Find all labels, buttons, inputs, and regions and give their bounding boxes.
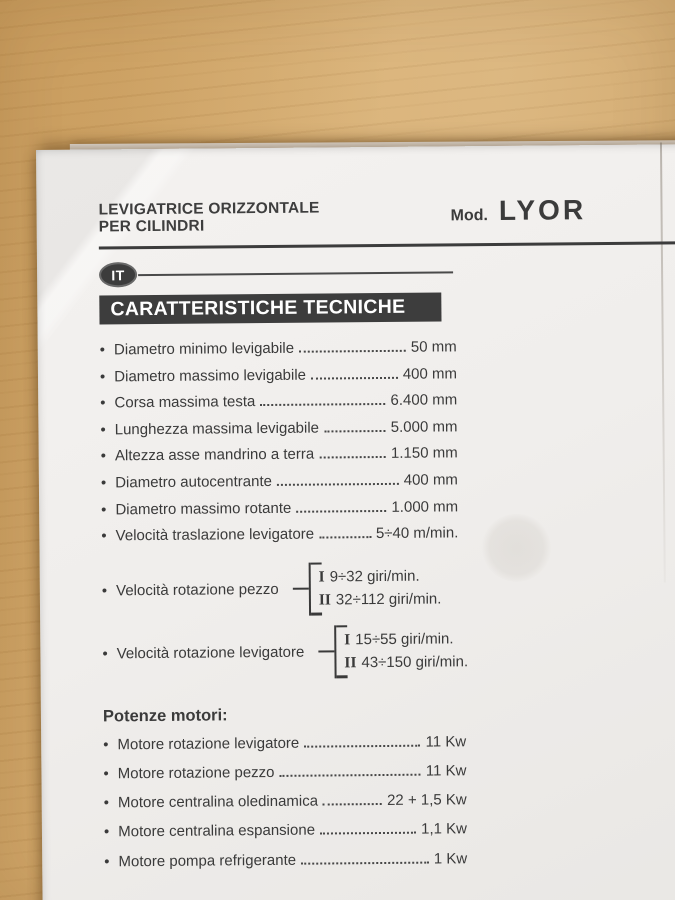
spec-label: Diametro massimo rotante: [115, 499, 292, 518]
motor-row: [104, 821, 467, 853]
model-block: [450, 194, 586, 227]
spec-label: Lunghezza massima levigabile: [114, 419, 320, 439]
dot-leader: [260, 403, 385, 406]
gear-range-row: [344, 650, 468, 675]
document-content: [98, 194, 670, 883]
gear-numeral: II: [344, 654, 357, 672]
bullet-icon: •: [101, 582, 108, 600]
bullet-icon: •: [104, 852, 110, 870]
motor-value: 1 Kw: [433, 849, 468, 868]
spec-row: [100, 392, 457, 422]
dot-leader: [319, 536, 371, 538]
motor-row: [104, 791, 467, 823]
speed-group-label: Velocità rotazione pezzo: [116, 580, 279, 600]
dot-leader: [304, 744, 420, 747]
language-divider-line: [138, 271, 453, 276]
bullet-icon: •: [103, 823, 110, 841]
dot-leader: [301, 861, 429, 864]
model-label: Mod.: [450, 207, 488, 225]
speed-group-pezzo: [102, 559, 668, 617]
bullet-icon: •: [102, 645, 108, 663]
model-name: LYOR: [498, 194, 587, 226]
spec-label: Velocità traslazione levigatore: [115, 525, 315, 545]
motor-row: [103, 733, 466, 765]
dot-leader: [323, 803, 382, 806]
spec-row: [100, 365, 457, 395]
bullet-icon: •: [99, 341, 106, 359]
range-bracket: [308, 561, 441, 615]
bullet-icon: •: [103, 794, 110, 812]
dot-leader: [320, 832, 416, 835]
gear-range-row: [344, 627, 468, 652]
spec-value: 5÷40 m/min.: [375, 524, 459, 543]
title-line-1: LEVIGATRICE ORIZZONTALE: [98, 199, 320, 219]
motor-row: [103, 762, 466, 794]
motor-list: [103, 733, 467, 882]
bullet-icon: •: [100, 421, 106, 439]
spec-value: 400 mm: [403, 471, 458, 489]
spec-value: 6.400 mm: [390, 391, 458, 410]
motor-value: 22 + 1,5 Kw: [386, 791, 467, 810]
spec-row: [101, 445, 458, 475]
spec-list: [100, 338, 459, 554]
bullet-icon: •: [100, 447, 107, 465]
document-header: [98, 194, 664, 236]
spec-label: Corsa massima testa: [114, 393, 256, 412]
language-badge: IT: [99, 262, 137, 287]
spec-label: Altezza asse mandrino a terra: [114, 445, 315, 465]
spec-label: Diametro autocentrante: [115, 472, 273, 492]
speed-group-label: Velocità rotazione levigatore: [116, 643, 305, 663]
spec-label: Diametro massimo levigabile: [114, 366, 307, 385]
speed-group-levigatore: [102, 622, 668, 680]
gear-range-row: [319, 588, 442, 613]
spec-row: [100, 338, 457, 368]
gear-numeral: I: [344, 631, 351, 649]
connector-dash: [318, 650, 334, 653]
motor-label: Motore centralina espansione: [118, 821, 316, 841]
bullet-icon: •: [101, 500, 107, 519]
bullet-icon: •: [103, 765, 109, 783]
motor-label: Motore centralina oledinamica: [117, 792, 319, 812]
motor-value: 11 Kw: [425, 762, 467, 780]
motor-label: Motore rotazione levigatore: [117, 734, 300, 754]
bullet-icon: •: [103, 736, 109, 754]
motor-label: Motore rotazione pezzo: [117, 763, 275, 783]
language-row: [99, 259, 453, 287]
dot-leader: [296, 510, 386, 513]
gear-numeral: II: [318, 591, 331, 609]
dot-leader: [277, 483, 399, 486]
motor-label: Motore pompa refrigerante: [118, 851, 297, 870]
spec-value: 5.000 mm: [390, 418, 458, 436]
spec-value: 400 mm: [402, 364, 458, 383]
spec-row: [101, 498, 458, 528]
spec-row: [101, 471, 458, 501]
paper-sheet: [36, 144, 675, 900]
spec-value: 1.000 mm: [391, 497, 459, 516]
dot-leader: [324, 430, 386, 433]
gear-range-value: 32÷112 giri/min.: [335, 590, 442, 609]
dot-leader: [299, 350, 406, 353]
bullet-icon: •: [100, 394, 106, 412]
connector-dash: [293, 588, 309, 591]
bullet-icon: •: [101, 527, 107, 545]
motor-row: [104, 850, 467, 882]
range-bracket: [334, 624, 468, 678]
spec-value: 1.150 mm: [390, 444, 458, 463]
motor-value: 1,1 Kw: [421, 820, 468, 838]
gear-range-value: 15÷55 giri/min.: [355, 630, 454, 648]
gear-numeral: I: [318, 568, 325, 586]
title-line-2: PER CILINDRI: [98, 217, 205, 235]
dot-leader: [311, 376, 398, 379]
motors-heading: Potenze motori:: [102, 706, 228, 726]
dot-leader: [319, 456, 386, 459]
gear-range-value: 43÷150 giri/min.: [361, 653, 469, 672]
motor-value: 11 Kw: [425, 733, 467, 751]
gear-range-value: 9÷32 giri/min.: [329, 567, 420, 586]
bullet-icon: •: [100, 474, 107, 492]
bullet-icon: •: [99, 367, 106, 386]
section-title-banner: CARATTERISTICHE TECNICHE: [99, 292, 441, 324]
spec-label: Diametro minimo levigabile: [113, 339, 295, 359]
header-rule: [99, 241, 675, 249]
gear-range-row: [319, 564, 442, 589]
spec-row: [100, 418, 457, 448]
spec-row: [101, 524, 458, 554]
spec-value: 50 mm: [410, 338, 457, 356]
dot-leader: [279, 774, 420, 777]
